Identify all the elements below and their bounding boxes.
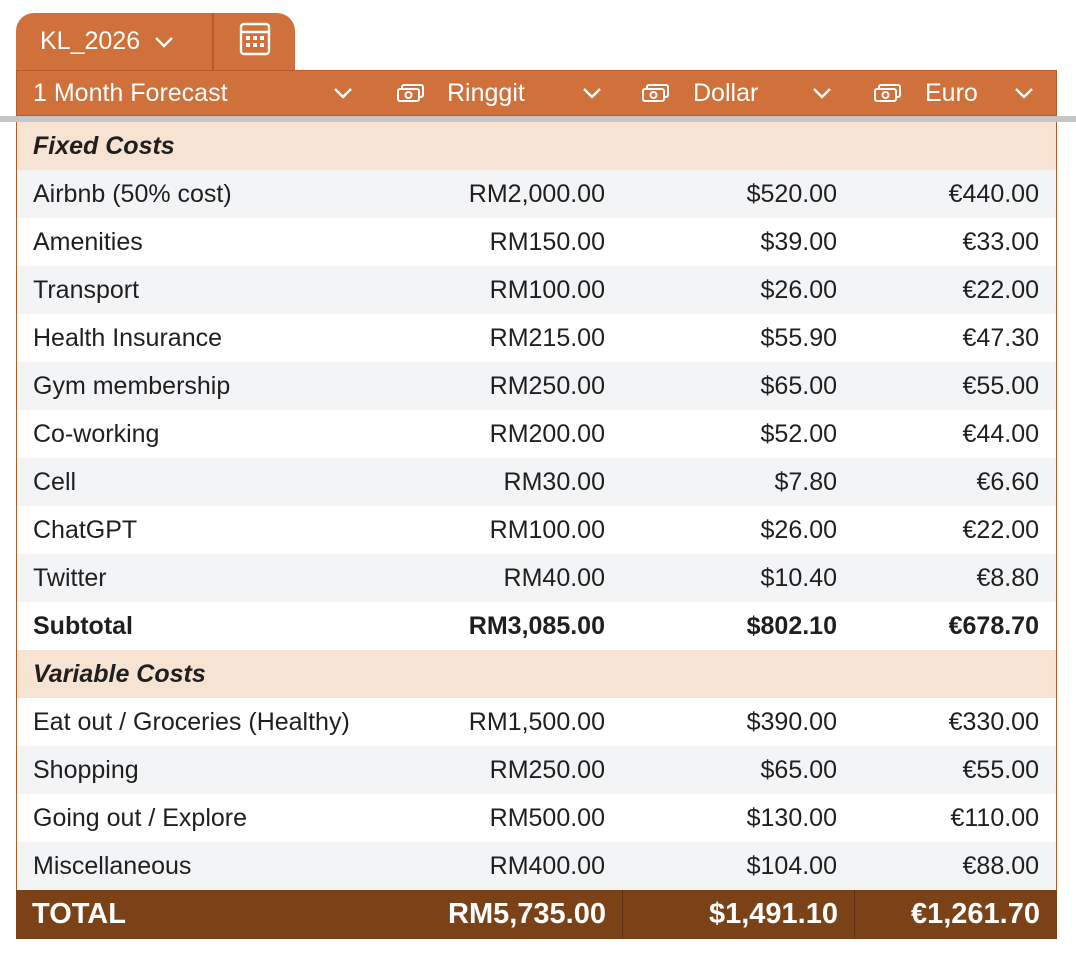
ringgit-label: Ringgit xyxy=(447,78,525,107)
dollar-value: $26.00 xyxy=(760,515,837,544)
euro-value: €440.00 xyxy=(948,179,1039,208)
dollar-label: Dollar xyxy=(693,78,759,107)
ringgit-value: RM150.00 xyxy=(489,227,605,256)
row-label: Miscellaneous xyxy=(33,851,192,880)
forecast-table xyxy=(16,122,1057,890)
row-label: Health Insurance xyxy=(33,323,223,352)
period-label: 1 Month Forecast xyxy=(33,78,228,107)
ringgit-total: RM5,735.00 xyxy=(448,898,606,930)
total-row[interactable] xyxy=(16,890,1057,939)
money-icon xyxy=(874,71,902,115)
ringgit-value: RM500.00 xyxy=(489,803,605,832)
table-row[interactable] xyxy=(17,266,1056,314)
table-row[interactable] xyxy=(17,170,1056,218)
section-title: Variable Costs xyxy=(33,659,206,688)
row-label: Gym membership xyxy=(33,371,231,400)
row-label: Eat out / Groceries (Healthy) xyxy=(33,707,350,736)
money-icon xyxy=(642,71,670,115)
sheet-name: KL_2026 xyxy=(40,27,141,55)
subtotal-row[interactable] xyxy=(17,602,1056,650)
row-label: Shopping xyxy=(33,755,139,784)
column-divider xyxy=(854,890,855,939)
row-label: Cell xyxy=(33,467,77,496)
ringgit-value: RM30.00 xyxy=(503,467,605,496)
chevron-down-icon[interactable] xyxy=(812,71,832,115)
dollar-value: $26.00 xyxy=(760,275,837,304)
money-icon xyxy=(397,71,425,115)
row-label: Co-working xyxy=(33,419,160,448)
table-row[interactable] xyxy=(17,842,1056,890)
dollar-value: $390.00 xyxy=(746,707,837,736)
dollar-value: $65.00 xyxy=(760,755,837,784)
euro-value: €110.00 xyxy=(950,803,1039,832)
calculator-button[interactable] xyxy=(214,13,295,70)
dollar-value: $55.90 xyxy=(760,323,837,352)
euro-subtotal: €678.70 xyxy=(948,611,1039,640)
euro-value: €8.80 xyxy=(976,563,1039,592)
ringgit-value: RM100.00 xyxy=(489,515,605,544)
dollar-value: $130.00 xyxy=(746,803,837,832)
ringgit-value: RM400.00 xyxy=(489,851,605,880)
column-header-bar xyxy=(16,70,1057,116)
euro-value: €47.30 xyxy=(962,323,1039,352)
section-title: Fixed Costs xyxy=(33,131,175,160)
euro-value: €330.00 xyxy=(948,707,1039,736)
dollar-column-header[interactable] xyxy=(693,71,758,115)
euro-value: €44.00 xyxy=(962,419,1039,448)
period-selector[interactable] xyxy=(33,71,228,115)
dollar-value: $520.00 xyxy=(746,179,837,208)
section-header-fixed xyxy=(17,122,1056,170)
euro-column-header[interactable] xyxy=(925,71,978,115)
column-divider xyxy=(622,890,623,939)
dollar-value: $104.00 xyxy=(746,851,837,880)
euro-total: €1,261.70 xyxy=(910,898,1040,930)
sheet-tab[interactable] xyxy=(16,13,295,70)
row-label: Amenities xyxy=(33,227,143,256)
row-label: Twitter xyxy=(33,563,107,592)
table-row[interactable] xyxy=(17,458,1056,506)
table-row[interactable] xyxy=(17,506,1056,554)
dollar-value: $10.40 xyxy=(760,563,837,592)
ringgit-value: RM40.00 xyxy=(503,563,605,592)
chevron-down-icon[interactable] xyxy=(1014,71,1034,115)
table-row[interactable] xyxy=(17,746,1056,794)
table-row[interactable] xyxy=(17,794,1056,842)
dollar-subtotal: $802.10 xyxy=(746,611,837,640)
dollar-value: $7.80 xyxy=(774,467,837,496)
euro-label: Euro xyxy=(925,78,978,107)
subtotal-label: Subtotal xyxy=(33,611,133,640)
euro-value: €33.00 xyxy=(962,227,1039,256)
ringgit-value: RM100.00 xyxy=(489,275,605,304)
row-label: Going out / Explore xyxy=(33,803,248,832)
table-row[interactable] xyxy=(17,410,1056,458)
sheet-tab-selector[interactable] xyxy=(16,13,212,70)
chevron-down-icon[interactable] xyxy=(582,71,602,115)
row-label: Airbnb (50% cost) xyxy=(33,179,232,208)
dollar-value: $52.00 xyxy=(760,419,837,448)
euro-value: €6.60 xyxy=(976,467,1039,496)
section-header-variable xyxy=(17,650,1056,698)
table-row[interactable] xyxy=(17,554,1056,602)
ringgit-column-header[interactable] xyxy=(447,71,525,115)
total-label: TOTAL xyxy=(32,898,126,930)
euro-value: €22.00 xyxy=(962,515,1039,544)
row-label: Transport xyxy=(33,275,140,304)
euro-value: €88.00 xyxy=(962,851,1039,880)
euro-value: €22.00 xyxy=(962,275,1039,304)
table-row[interactable] xyxy=(17,698,1056,746)
dollar-total: $1,491.10 xyxy=(708,898,838,930)
dollar-value: $65.00 xyxy=(760,371,837,400)
euro-value: €55.00 xyxy=(962,371,1039,400)
chevron-down-icon[interactable] xyxy=(333,71,353,115)
ringgit-value: RM250.00 xyxy=(489,371,605,400)
ringgit-value: RM215.00 xyxy=(489,323,605,352)
dollar-value: $39.00 xyxy=(760,227,837,256)
table-row[interactable] xyxy=(17,218,1056,266)
ringgit-value: RM200.00 xyxy=(489,419,605,448)
ringgit-value: RM1,500.00 xyxy=(468,707,605,736)
chevron-down-icon xyxy=(154,36,174,48)
euro-value: €55.00 xyxy=(962,755,1039,784)
ringgit-value: RM2,000.00 xyxy=(468,179,605,208)
table-row[interactable] xyxy=(17,314,1056,362)
row-label: ChatGPT xyxy=(33,515,138,544)
ringgit-subtotal: RM3,085.00 xyxy=(468,611,605,640)
ringgit-value: RM250.00 xyxy=(489,755,605,784)
table-row[interactable] xyxy=(17,362,1056,410)
calculator-icon xyxy=(238,22,272,61)
